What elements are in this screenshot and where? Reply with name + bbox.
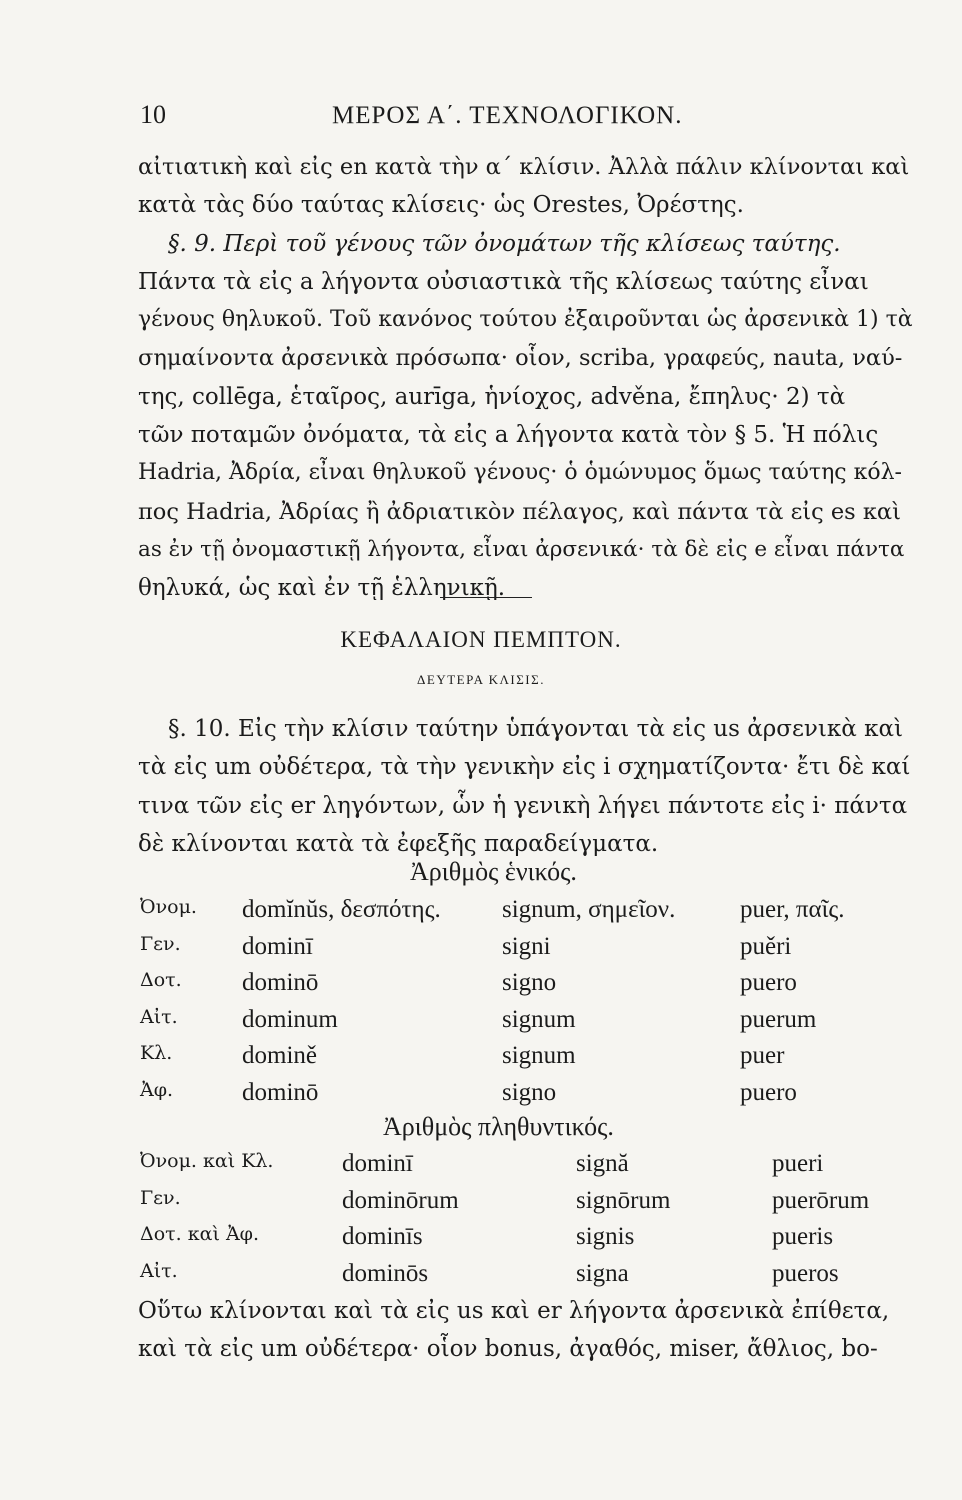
text-line: γένους θηλυκοῦ. Τοῦ κανόνος τούτου ἐξαιροῦνται ὡς ἀρσενικὰ 1) τὰ <box>138 307 913 333</box>
dominus-form: dominī <box>342 1150 413 1177</box>
signum-form: signis <box>576 1223 635 1251</box>
signum-form: signi <box>502 932 551 960</box>
signum-form: signo <box>502 969 557 997</box>
intro-paragraph <box>138 148 913 608</box>
text-line: της, collēga, ἑταῖρος, aurīga, ἡνίοχος, advěna, ἔπηλυς· 2) τὰ <box>138 383 846 410</box>
case-label: Αἰτ. <box>140 1005 178 1028</box>
dominus-form: dominō <box>242 969 319 997</box>
section-divider <box>440 597 532 598</box>
signum-form: signōrum <box>576 1186 671 1214</box>
running-title: ΜΕΡΟΣ Α΄. ΤΕΧΝΟΛΟΓΙΚΟΝ. <box>332 102 683 129</box>
text-line: δὲ κλίνονται κατὰ τὰ ἐφεξῆς παραδείγματα. <box>138 830 659 857</box>
text-line: Hadria, Ἀδρία, εἶναι θηλυκοῦ γένους· ὁ ὁμώνυμος ὅμως ταύτης κόλ- <box>138 460 902 486</box>
signum-form: signum <box>502 1005 576 1033</box>
section-9-heading: §. 9. Περὶ τοῦ γένους τῶν ὀνομάτων τῆς κλίσεως ταύτης. <box>168 230 841 257</box>
paradigm-row <box>140 1150 900 1187</box>
page-number: 10 <box>140 100 166 129</box>
signum-form: signum, σημεῖον. <box>502 896 676 923</box>
puer-form: puero <box>740 1078 797 1106</box>
text-line: πος Hadria, Ἀδρίας ἢ ἀδριατικὸν πέλαγος, καὶ πάντα τὰ εἰς es καὶ <box>138 498 901 525</box>
text-line: Πάντα τὰ εἰς a λήγοντα οὐσιαστικὰ τῆς κλίσεως ταύτης εἶναι <box>138 268 869 295</box>
dominus-form: dominī <box>242 932 313 960</box>
case-label: Γεν. <box>140 1186 181 1209</box>
case-label: Κλ. <box>140 1042 173 1065</box>
paradigm-row <box>140 933 900 970</box>
puer-form: puěri <box>740 932 792 960</box>
dominus-form: domĭnŭs, δεσπότης. <box>242 896 441 923</box>
case-label: Γεν. <box>140 932 181 955</box>
signum-form: signă <box>576 1150 629 1177</box>
puer-form: puer, παῖς. <box>740 896 845 923</box>
puer-form: puer <box>740 1042 785 1070</box>
dominus-form: dominōrum <box>342 1186 459 1214</box>
closing-paragraph <box>138 1292 913 1369</box>
dominus-form: dominum <box>242 1005 338 1033</box>
singular-paradigm <box>140 896 900 1116</box>
paradigm-row <box>140 1223 900 1260</box>
text-line: as ἐν τῇ ὀνομαστικῇ λήγοντα, εἶναι ἀρσενικά· τὰ δὲ εἰς e εἶναι πάντα <box>138 536 905 562</box>
puer-form: puerōrum <box>772 1186 870 1214</box>
signum-form: signum <box>502 1042 576 1070</box>
text-line: §. 10. Εἰς τὴν κλίσιν ταύτην ὑπάγονται τὰ εἰς us ἀρσενικὰ καὶ <box>168 716 904 742</box>
signum-form: signo <box>502 1078 557 1106</box>
section-10-paragraph <box>138 710 913 863</box>
page-header <box>140 100 840 140</box>
paradigm-row <box>140 1260 900 1297</box>
paradigm-row <box>140 1187 900 1224</box>
text-line: τινα τῶν εἰς er ληγόντων, ὧν ἡ γενικὴ λήγει πάντοτε εἰς i· πάντα <box>138 792 908 819</box>
case-label: Ὀνομ. καὶ Κλ. <box>140 1150 274 1172</box>
text-line: τὰ εἰς um οὐδέτερα, τὰ τὴν γενικὴν εἰς i σχηματίζοντα· ἔτι δὲ καί <box>138 754 911 781</box>
text-line: καὶ τὰ εἰς um οὐδέτερα· οἷον bonus, ἀγαθός, miser, ἄθλιος, bo- <box>138 1336 878 1363</box>
dominus-form: dominō <box>242 1078 319 1106</box>
paradigm-row <box>140 1079 900 1116</box>
text-line: θηλυκά, ὡς καὶ ἐν τῇ ἑλληνικῇ. <box>138 575 506 602</box>
text-line: σημαίνοντα ἀρσενικὰ πρόσωπα· οἷον, scriba, γραφεύς, nauta, ναύ- <box>138 345 903 372</box>
plural-heading: Ἀριθμὸς πληθυντικός. <box>383 1112 614 1141</box>
chapter-subtitle: ΔΕΥΤΕΡΑ ΚΛΙΣΙΣ. <box>417 672 545 687</box>
dominus-form: dominōs <box>342 1259 429 1287</box>
case-label: Ἀφ. <box>140 1078 174 1101</box>
text-line: κατὰ τὰς δύο ταύτας κλίσεις· ὡς Orestes, Ὀρέστης. <box>138 192 744 219</box>
puer-form: puero <box>740 969 797 997</box>
paradigm-row <box>140 1006 900 1043</box>
case-label: Δοτ. <box>140 969 182 992</box>
puer-form: puerum <box>740 1005 817 1033</box>
text-line: αἰτιατικὴ καὶ εἰς en κατὰ τὴν α΄ κλίσιν. Ἀλλὰ πάλιν κλίνονται καὶ <box>138 154 910 180</box>
case-label: Ὀνομ. <box>140 896 197 918</box>
paradigm-row <box>140 969 900 1006</box>
paradigm-row <box>140 1042 900 1079</box>
paradigm-row <box>140 896 900 933</box>
signum-form: signa <box>576 1259 629 1287</box>
case-label: Αἰτ. <box>140 1259 178 1282</box>
dominus-form: dominīs <box>342 1223 423 1251</box>
text-line: Οὕτω κλίνονται καὶ τὰ εἰς us καὶ er λήγοντα ἀρσενικὰ ἐπίθετα, <box>138 1298 890 1324</box>
text-line: τῶν ποταμῶν ὀνόματα, τὰ εἰς a λήγοντα κατὰ τὸν § 5. Ἡ πόλις <box>138 422 879 449</box>
puer-form: pueros <box>772 1259 839 1287</box>
dominus-form: domině <box>242 1042 317 1070</box>
puer-form: pueri <box>772 1150 824 1177</box>
puer-form: pueris <box>772 1223 834 1251</box>
chapter-title: ΚΕΦΑΛΑΙΟΝ ΠΕΜΠΤΟΝ. <box>340 627 622 652</box>
plural-paradigm <box>140 1150 900 1296</box>
case-label: Δοτ. καὶ Ἀφ. <box>140 1223 260 1246</box>
singular-heading: Ἀριθμὸς ἑνικός. <box>410 857 577 886</box>
